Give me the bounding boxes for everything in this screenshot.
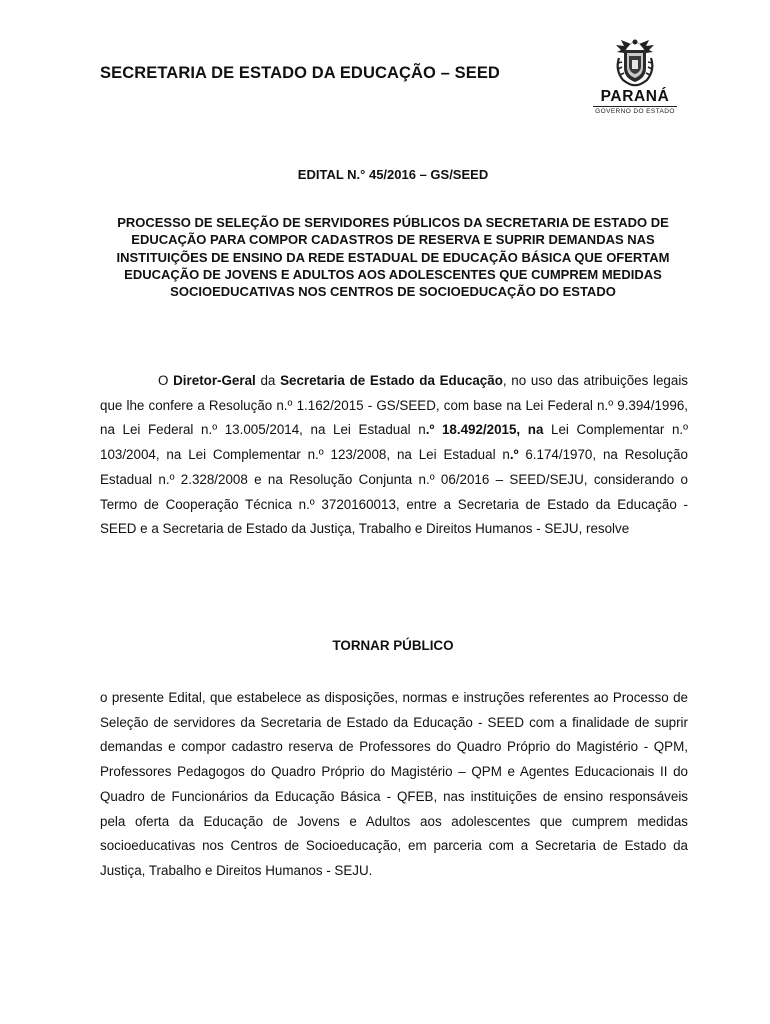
tornar-publico-heading: TORNAR PÚBLICO [332, 638, 454, 653]
parana-logo [590, 36, 680, 122]
p1-text-3: , no uso das atribuições legais que lhe confere a Resolução n.º 1.162/2015 - GS/SEED, com base na Lei Federal n.º 9.394/1996, na Lei Federal n.º 13.005/2014, na Lei Estadual n [100, 373, 688, 438]
preamble-paragraph [100, 369, 688, 542]
p1-bold-lei: .º 18.492/2015, na [425, 422, 544, 438]
processo-title: PROCESSO DE SELEÇÃO DE SERVIDORES PÚBLICOS DA SECRETARIA DE ESTADO DE EDUCAÇÃO PARA COMPOR CADASTROS DE RESERVA E SUPRIR DEMANDAS NAS INSTITUIÇÕES DE ENSINO DA REDE ESTADUAL DE EDUCAÇÃO BÁSICA QUE OFERTAM EDUCAÇÃO DE JOVENS E ADULTOS AOS ADOLESCENTES QUE CUMPREM MEDIDAS SOCIOEDUCATIVAS NOS CENTROS DE SOCIOEDUCAÇÃO DO ESTADO [116, 215, 670, 300]
p1-text-5: 6.174/1970, na Resolução Estadual n.º 2.328/2008 e na Resolução Conjunta n.º 06/2016 – SEED/SEJU, considerando o Termo de Cooperação Técnica n.º 3720160013, entre a Secretaria de Estado da Educação - SEED e a Secretaria de Estado da Justiça, Trabalho e Direitos Humanos - SEJU, resolve [100, 447, 688, 537]
p1-bold-secretaria: Secretaria de Estado da Educação [280, 373, 503, 388]
p1-text-4: Lei Complementar n.º 103/2004, na Lei Complementar n.º 123/2008, na Lei Estadual n [100, 422, 689, 463]
edital-title: EDITAL N.° 45/2016 – GS/SEED [297, 167, 489, 182]
logo-subtitle: GOVERNO DO ESTADO [593, 106, 677, 115]
p1-text-1: O [158, 373, 174, 388]
coat-of-arms-icon [611, 36, 659, 88]
p1-bold-diretor: Diretor-Geral [173, 373, 256, 388]
header-title: SECRETARIA DE ESTADO DA EDUCAÇÃO – SEED [100, 64, 500, 82]
logo-word: PARANÁ [600, 88, 670, 105]
body-paragraph: o presente Edital, que estabelece as disposições, normas e instruções referentes ao Processo de Seleção de servidores da Secretaria de Estado da Educação - SEED com a finalidade de suprir demandas e compor cadastro reserva de Professores do Quadro Próprio do Magistério - QPM, Professores Pedagogos do Quadro Próprio do Magistério – QPM e Agentes Educacionais II do Quadro de Funcionários da Educação Básica - QFEB, nas instituições de ensino responsáveis pela oferta da Educação de Jovens e Adultos aos adolescentes que cumprem medidas socioeducativas nos Centros de Socioeducação, em parceria com a Secretaria de Estado da Justiça, Trabalho e Direitos Humanos - SEJU. [100, 690, 688, 878]
p1-bold-numero: .º [509, 447, 519, 463]
p1-text-2: da [255, 373, 281, 388]
